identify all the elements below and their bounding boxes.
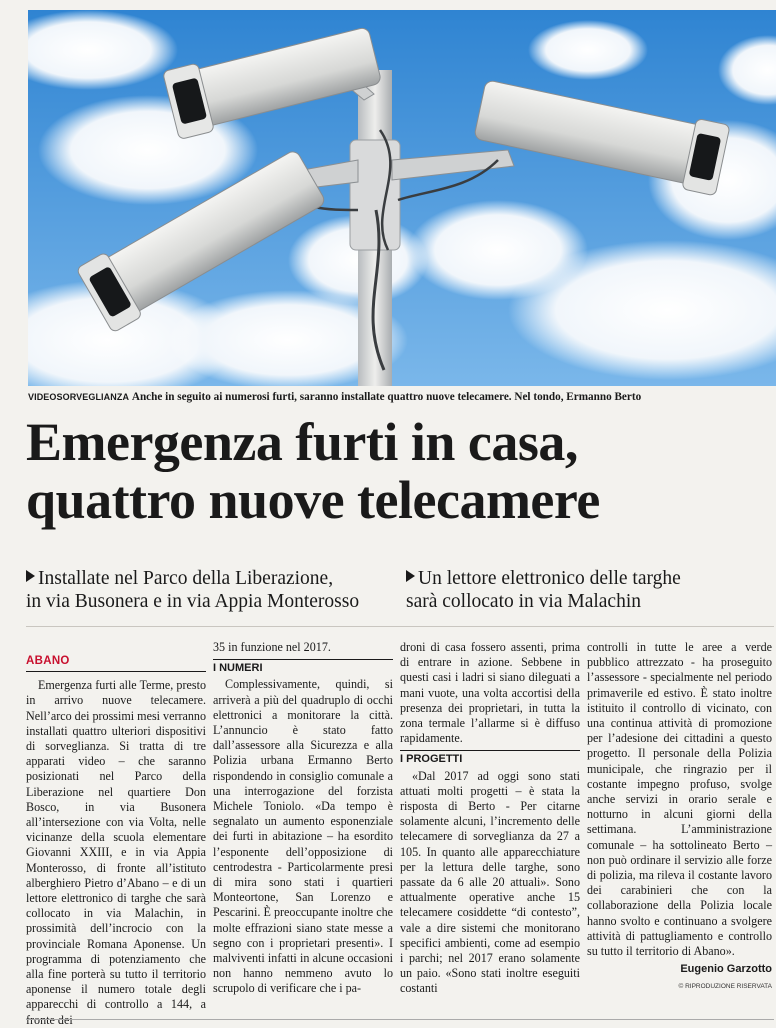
subhead-right-line-2: sarà collocato in via Malachin: [406, 591, 641, 612]
triangle-bullet-icon: [26, 570, 35, 582]
headline: [26, 413, 774, 529]
column-1-text: Emergenza furti alle Terme, presto in arrivo nuove telecamere. Nell’arco dei prossimi mesi verranno installati quattro ulteriori dispositivi di sorveglianza. Si tratta di tre apparati video – che saranno posizionati nel Parco della Liberazione nel quartiere Don Bosco, in via Busonera all’intersezione con via Volta, nelle vicinanze della scuola elementare Giovanni XXIII, e in via Appia Monterosso, di fronte all’istituto alberghiero Pietro d’Abano – e di un lettore elettronico di targhe che sarà collocato in via Malachin, in prossimità dell’incrocio con la provinciale Romana Aponense. Un programma di potenziamento che alla fine porterà su tutto il territorio aponense il numero totale degli apparecchi di controllo a 144, a fronte dei: [26, 678, 207, 1027]
author-byline: Eugenio Garzotto: [680, 963, 772, 976]
subtitle-progetti: I PROGETTI: [400, 750, 580, 767]
headline-line-1: Emergenza furti in casa,: [26, 412, 578, 472]
photo-illustration: [28, 10, 776, 386]
headline-line-2: quattro nuove telecamere: [26, 470, 600, 530]
section-label: ABANO: [26, 654, 206, 672]
article-column-1: [26, 640, 206, 1028]
article-column-2: [213, 640, 393, 997]
subhead-left-line-1: Installate nel Parco della Liberazione,: [38, 568, 334, 589]
subhead-left: [26, 567, 359, 613]
subhead-right-line-1: Un lettore elettronico delle targhe: [418, 568, 681, 589]
caption-tag: VIDEOSORVEGLIANZA: [28, 392, 130, 402]
article-column-4: [587, 640, 772, 995]
column-3-start: droni di casa fossero assenti, prima di entrare in azione. Sebbene in questi casi i ladri si siano dileguati a mani vuote, una volta accortisi della presenza dei proprietari, in tutta la zona termale l’allarme si è diffuso rapidamente.: [400, 640, 580, 746]
caption-text: Anche in seguito ai numerosi furti, saranno installate quattro nuove telecamere. Nel tondo, Ermanno Berto: [131, 391, 642, 403]
column-4-text: controlli in tutte le aree a verde pubblico attrezzato - ha proseguito l’assessore - specialmente nel periodo primaverile ed estivo. È stato inoltre istituito il controllo di vicinato, con una continua attività di promozione per l’adesione dei cittadini a questo progetto. Il personale della Polizia municipale, che ringrazio per il costante impegno profuso, svolge anche servizi in orario serale e notturno in alcuni giorni della settimana. L’amministrazione comunale – ha sottolineato Berto – non può ordinare il servizio alle forze di polizia, ma rileva il costante lavoro dei carabinieri che con la collaborazione della Polizia locale hanno svolto e continuano a svolgere attività di pattugliamento e controllo su tutto il territorio di Abano».: [587, 640, 772, 959]
subhead-left-line-2: in via Busonera e in via Appia Monterosso: [26, 591, 360, 612]
column-2-text: Complessivamente, quindi, si arriverà a più del quadruplo di occhi elettronici a monitorare la città. L’annuncio è stato fatto dall’assessore alla Sicurezza e alla Polizia urbana Ermanno Berto rispondendo in consiglio comunale a una interrogazione del forzista Michele Toniolo. «Da tempo è segnalato un aumento esponenziale dei furti in abitazione – ha esordito l’esponente dell’opposizione di centrodestra - Particolarmente presi di mira sono stati i quartieri Monteortone, San Lorenzo e Pescarini. È preoccupante inoltre che molte effrazioni siano state messe a segno con i proprietari presenti». I malviventi infatti in alcune occasioni non hanno nemmeno avuto lo scrupolo di verificare che i pa-: [213, 677, 393, 996]
photo-caption: [28, 390, 776, 404]
bottom-divider: [26, 1019, 774, 1020]
divider: [26, 626, 774, 627]
article-column-3: [400, 640, 580, 997]
triangle-bullet-icon: [406, 570, 415, 582]
copyright-notice: © RIPRODUZIONE RISERVATA: [678, 983, 772, 991]
surveillance-cameras-photo: [28, 10, 776, 386]
subtitle-numeri: I NUMERI: [213, 659, 393, 676]
column-3-text: «Dal 2017 ad oggi sono stati attuati molti progetti – è stata la risposta di Berto - Per citarne solamente alcuni, l’incremento delle telecamere di sorveglianza da 27 a 105. In quanto alle apparecchiature per la lettura delle targhe, sono passate da 6 alle 20 attuali». Sono attualmente operative anche 15 telecamere cosiddette “di contesto”, vale a dire sistemi che monitorano specifici ambienti, come ad esempio i parchi; nel 2017 erano solamente un paio. «Sono stati inoltre eseguiti costanti: [400, 768, 580, 996]
column-2-start: 35 in funzione nel 2017.: [213, 640, 331, 654]
subhead-right: [406, 567, 681, 613]
